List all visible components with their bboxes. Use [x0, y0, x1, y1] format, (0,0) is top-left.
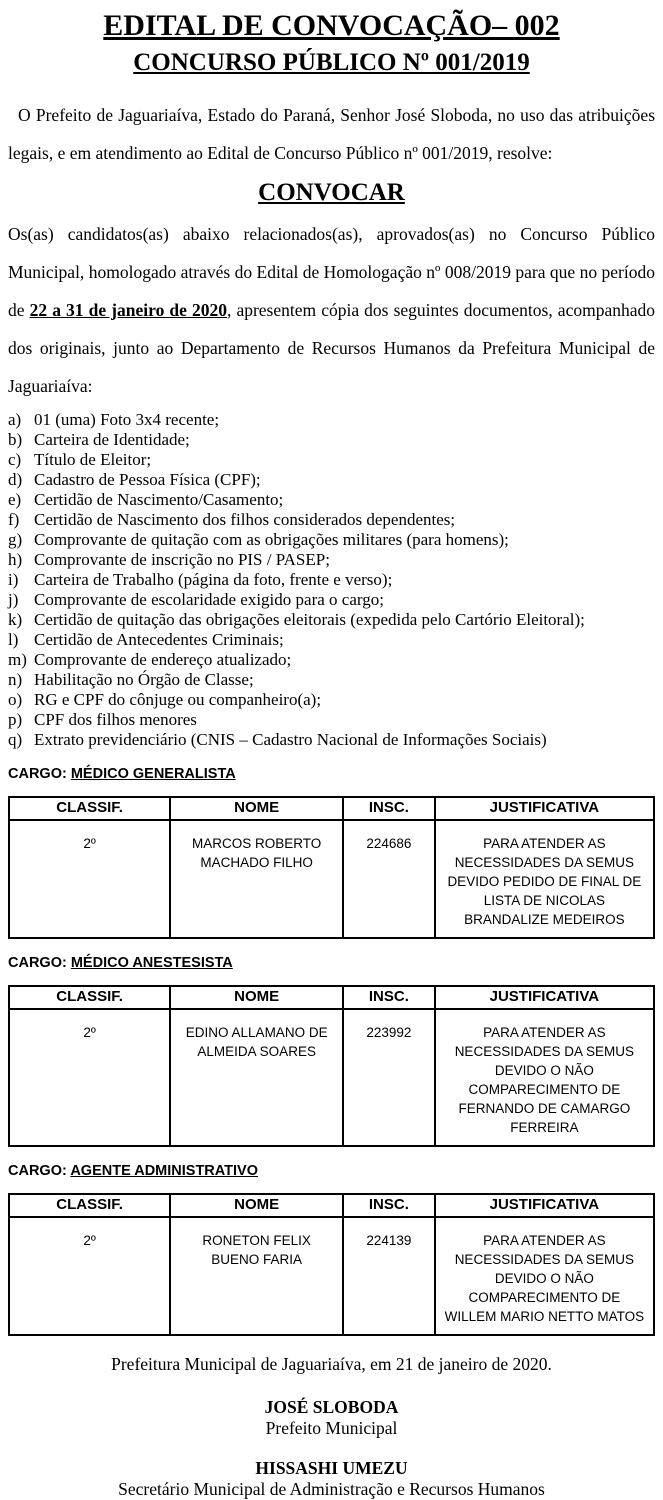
list-item-text: Comprovante de inscrição no PIS / PASEP;	[34, 550, 330, 569]
list-item-text: RG e CPF do cônjuge ou companheiro(a);	[34, 690, 322, 709]
table-row	[9, 1217, 654, 1335]
doc-subtitle-text: CONCURSO PÚBLICO Nº 001/2019	[133, 49, 530, 76]
list-item-letter: d)	[8, 470, 23, 489]
header-insc: INSC.	[343, 1194, 435, 1217]
cell-nome: RONETON FELIX BUENO FARIA	[170, 1217, 343, 1335]
list-item-text: Carteira de Trabalho (página da foto, frente e verso);	[34, 570, 393, 589]
list-item-letter: c)	[8, 450, 22, 469]
cargo-table-medico-generalista	[8, 796, 655, 939]
doc-title-text: EDITAL DE CONVOCAÇÃO– 002	[103, 9, 560, 42]
list-item-letter: k)	[8, 610, 23, 629]
closing-date: Prefeitura Municipal de Jaguariaíva, em 21 de janeiro de 2020.	[111, 1354, 552, 1374]
cargo-heading-agente-administrativo	[8, 1163, 655, 1180]
list-item-letter: i)	[8, 570, 19, 589]
list-item-a	[8, 410, 655, 430]
header-classif: CLASSIF.	[9, 986, 170, 1009]
header-justificativa: JUSTIFICATIVA	[435, 797, 654, 820]
list-item-text: Comprovante de endereço atualizado;	[34, 650, 292, 669]
list-item-j	[8, 590, 655, 610]
list-item-g	[8, 530, 655, 550]
list-item-letter: l)	[8, 630, 19, 649]
list-item-letter: o)	[8, 690, 23, 709]
list-item-b	[8, 430, 655, 450]
cargo-title: AGENTE ADMINISTRATIVO	[70, 1163, 259, 1179]
list-item-text: Extrato previdenciário (CNIS – Cadastro Nacional de Informações Sociais)	[34, 730, 547, 749]
header-insc: INSC.	[343, 797, 435, 820]
list-item-letter: q)	[8, 730, 23, 749]
list-item-letter: h)	[8, 550, 23, 569]
signature-title: Secretário Municipal de Administração e Recursos Humanos	[118, 1479, 545, 1499]
cell-insc: 224139	[343, 1217, 435, 1335]
list-item-letter: j)	[8, 590, 19, 609]
header-classif: CLASSIF.	[9, 1194, 170, 1217]
documents-list	[8, 410, 655, 750]
cell-nome: MARCOS ROBERTO MACHADO FILHO	[170, 820, 343, 938]
header-nome: NOME	[170, 1194, 343, 1217]
cargo-title: MÉDICO GENERALISTA	[70, 766, 236, 782]
list-item-letter: p)	[8, 710, 23, 729]
list-item-text: Certidão de Nascimento/Casamento;	[34, 490, 284, 509]
list-item-c	[8, 450, 655, 470]
list-item-letter: n)	[8, 670, 23, 689]
cargo-label: CARGO:	[8, 955, 67, 971]
list-item-m	[8, 650, 655, 670]
header-justificativa: JUSTIFICATIVA	[435, 986, 654, 1009]
highlight-date: 22 a 31 de janeiro de 2020	[29, 300, 227, 320]
list-item-text: Comprovante de escolaridade exigido para o cargo;	[34, 590, 384, 609]
list-item-text: Título de Eleitor;	[34, 450, 152, 469]
table-header-row	[9, 1194, 654, 1217]
header-justificativa: JUSTIFICATIVA	[435, 1194, 654, 1217]
list-item-letter: g)	[8, 530, 23, 549]
list-item-text: Habilitação no Órgão de Classe;	[34, 670, 254, 689]
convocar-heading-text: CONVOCAR	[258, 179, 405, 206]
cargo-title: MÉDICO ANESTESISTA	[70, 955, 233, 971]
signature-name: HISSASHI UMEZU	[255, 1458, 408, 1478]
table-row	[9, 820, 654, 938]
cell-insc: 224686	[343, 820, 435, 938]
list-item-o	[8, 690, 655, 710]
cargo-label: CARGO:	[8, 766, 67, 782]
list-item-letter: e)	[8, 490, 22, 509]
list-item-text: Carteira de Identidade;	[34, 430, 190, 449]
list-item-letter: m)	[8, 650, 27, 669]
table-header-row	[9, 797, 654, 820]
body-paragraph	[8, 215, 655, 405]
cell-nome: EDINO ALLAMANO DE ALMEIDA SOARES	[170, 1009, 343, 1146]
list-item-n	[8, 670, 655, 690]
table-header-row	[9, 986, 654, 1009]
list-item-text: Cadastro de Pessoa Física (CPF);	[34, 470, 261, 489]
list-item-text: 01 (uma) Foto 3x4 recente;	[34, 410, 220, 429]
list-item-d	[8, 470, 655, 490]
signature-name: JOSÉ SLOBODA	[264, 1397, 399, 1417]
list-item-f	[8, 510, 655, 530]
cell-justificativa: PARA ATENDER AS NECESSIDADES DA SEMUS DEVIDO O NÃO COMPARECIMENTO DE FERNANDO DE CAMARGO FERREIRA	[435, 1009, 654, 1146]
signature-block-prefeito	[8, 1397, 655, 1439]
header-insc: INSC.	[343, 986, 435, 1009]
cargo-table-medico-anestesista	[8, 985, 655, 1147]
intro-paragraph: O Prefeito de Jaguariaíva, Estado do Paraná, Senhor José Sloboda, no uso das atribuições legais, e em atendimento ao Edital de Concurso Público nº 001/2019, resolve:	[8, 105, 655, 163]
list-item-e	[8, 490, 655, 510]
signature-block-secretario	[8, 1458, 655, 1500]
doc-title	[8, 8, 655, 44]
header-classif: CLASSIF.	[9, 797, 170, 820]
list-item-q	[8, 730, 655, 750]
list-item-text: Certidão de Nascimento dos filhos considerados dependentes;	[34, 510, 456, 529]
doc-subtitle	[8, 48, 655, 78]
cargo-table-agente-administrativo	[8, 1193, 655, 1336]
list-item-letter: f)	[8, 510, 20, 529]
signature-title: Prefeito Municipal	[265, 1418, 398, 1438]
header-nome: NOME	[170, 797, 343, 820]
list-item-k	[8, 610, 655, 630]
cargo-label: CARGO:	[8, 1163, 67, 1179]
list-item-text: Comprovante de quitação com as obrigações militares (para homens);	[34, 530, 509, 549]
cell-classif: 2º	[9, 1217, 170, 1335]
cell-insc: 223992	[343, 1009, 435, 1146]
body-paragraph-part1: Os(as) candidatos(as) abaixo relacionados(as), aprovados(as) no Concurso Público Municipal, homologado através do Edital de Homologação nº 008/2019 para que no período de	[8, 224, 655, 320]
list-item-l	[8, 630, 655, 650]
body-paragraph-part2: , apresentem cópia dos seguintes documentos, acompanhado dos originais, junto ao Departamento de Recursos Humanos da Prefeitura Municipal de Jaguariaíva:	[8, 300, 655, 396]
header-nome: NOME	[170, 986, 343, 1009]
list-item-h	[8, 550, 655, 570]
cell-classif: 2º	[9, 1009, 170, 1146]
cell-justificativa: PARA ATENDER AS NECESSIDADES DA SEMUS DEVIDO O NÃO COMPARECIMENTO DE WILLEM MARIO NETTO MATOS	[435, 1217, 654, 1335]
cell-classif: 2º	[9, 820, 170, 938]
list-item-text: Certidão de Antecedentes Criminais;	[34, 630, 284, 649]
table-row	[9, 1009, 654, 1146]
cargo-heading-medico-generalista	[8, 766, 655, 783]
list-item-text: CPF dos filhos menores	[34, 710, 197, 729]
list-item-text: Certidão de quitação das obrigações eleitorais (expedida pelo Cartório Eleitoral);	[34, 610, 585, 629]
list-item-i	[8, 570, 655, 590]
cell-justificativa: PARA ATENDER AS NECESSIDADES DA SEMUS DEVIDO PEDIDO DE FINAL DE LISTA DE NICOLAS BRANDALIZE MEDEIROS	[435, 820, 654, 938]
convocar-heading	[8, 177, 655, 209]
list-item-letter: a)	[8, 410, 22, 429]
list-item-letter: b)	[8, 430, 23, 449]
list-item-p	[8, 710, 655, 730]
cargo-heading-medico-anestesista	[8, 955, 655, 972]
